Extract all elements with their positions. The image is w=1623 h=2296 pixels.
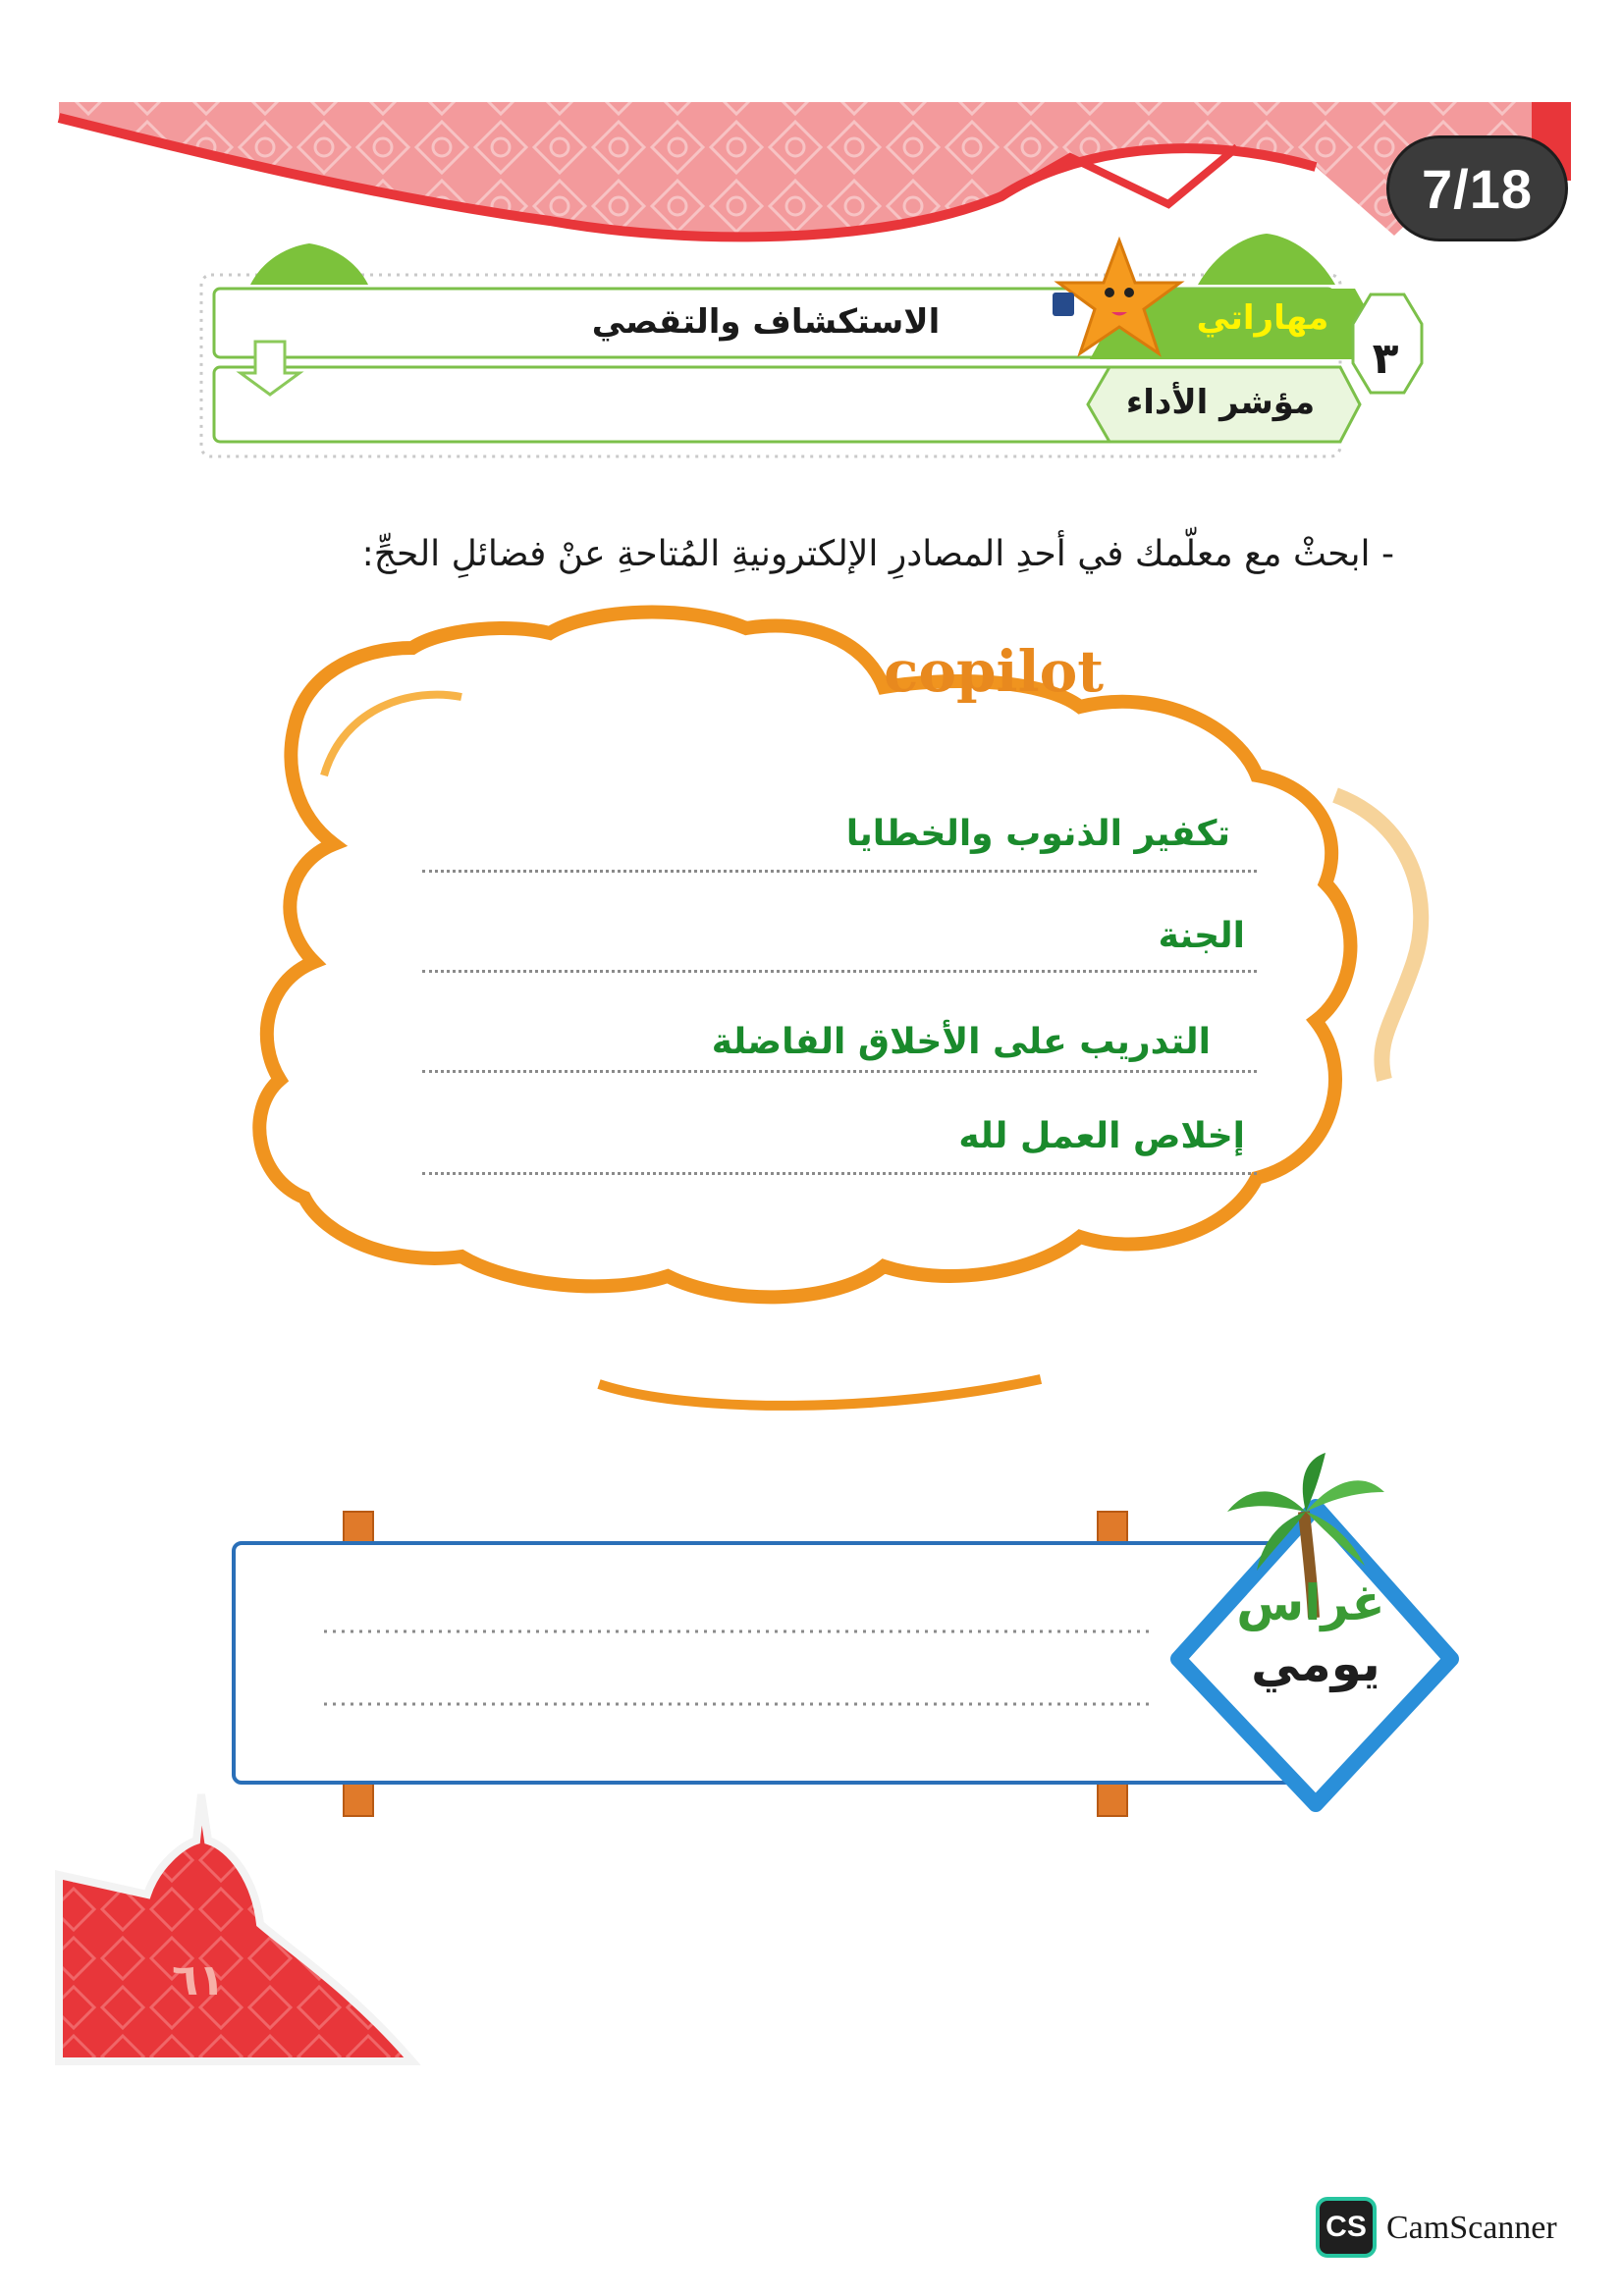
skill-title: الاستكشاف والتقصي bbox=[591, 302, 941, 342]
activity-instruction: - ابحثْ مع معلّمك في أحدِ المصادرِ الإلكترونيةِ المُتاحةِ عنْ فضائلِ الحجِّ: bbox=[361, 534, 1394, 574]
camscanner-logo-icon bbox=[1316, 2197, 1377, 2258]
performance-indicator-label: مؤشر الأداء bbox=[1125, 383, 1316, 422]
skills-tab-label: مهاراتي bbox=[1196, 298, 1329, 338]
camscanner-watermark: CamScanner bbox=[1386, 2210, 1557, 2246]
daily-planting-label-1: غراس bbox=[1236, 1575, 1385, 1631]
skill-number: ٣ bbox=[1372, 334, 1399, 384]
camscanner-logo-text: CS bbox=[1325, 2211, 1367, 2243]
page-number: ٦١ bbox=[172, 1955, 225, 2005]
answer-line-3: التدريب على الأخلاق الفاضلة bbox=[711, 1022, 1211, 1062]
page-progress-text: 7/18 bbox=[1422, 157, 1533, 220]
answer-line-2: الجنة bbox=[1158, 916, 1245, 956]
mosque-page-corner bbox=[0, 1787, 452, 2081]
answer-line-1: تكفير الذنوب والخطايا bbox=[845, 814, 1230, 854]
daily-planting-label-2: يومي bbox=[1251, 1635, 1380, 1692]
handwritten-note: copilot bbox=[884, 638, 1105, 705]
answer-line-4: إخلاص العمل لله bbox=[958, 1116, 1245, 1156]
